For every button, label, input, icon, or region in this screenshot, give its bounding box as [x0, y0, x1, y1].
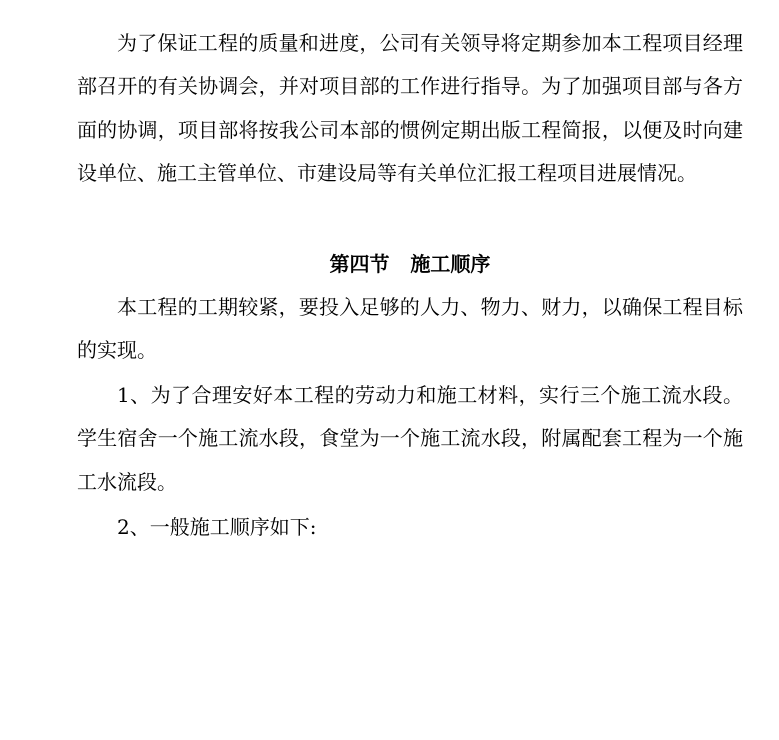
body-paragraph-flow-sections: 1、为了合理安好本工程的劳动力和施工材料，实行三个施工流水段。学生宿舍一个施工流水段，食堂为一个施工流水段，附属配套工程为一个施工水流段。 — [77, 383, 743, 494]
section-heading: 第四节 施工顺序 — [329, 252, 491, 276]
body-paragraph-quality-coordination: 为了保证工程的质量和进度，公司有关领导将定期参加本工程项目经理部召开的有关协调会，并对项目部的工作进行指导。为了加强项目部与各方面的协调，项目部将按我公司本部的惯例定期出版工程简报，以便及时向建设单位、施工主管单位、市建设局等有关单位汇报工程项目进展情况。 — [77, 31, 743, 185]
body-paragraph-schedule: 本工程的工期较紧，要投入足够的人力、物力、财力，以确保工程目标的实现。 — [77, 295, 743, 363]
body-paragraph-general-order: 2、一般施工顺序如下: — [117, 515, 317, 539]
